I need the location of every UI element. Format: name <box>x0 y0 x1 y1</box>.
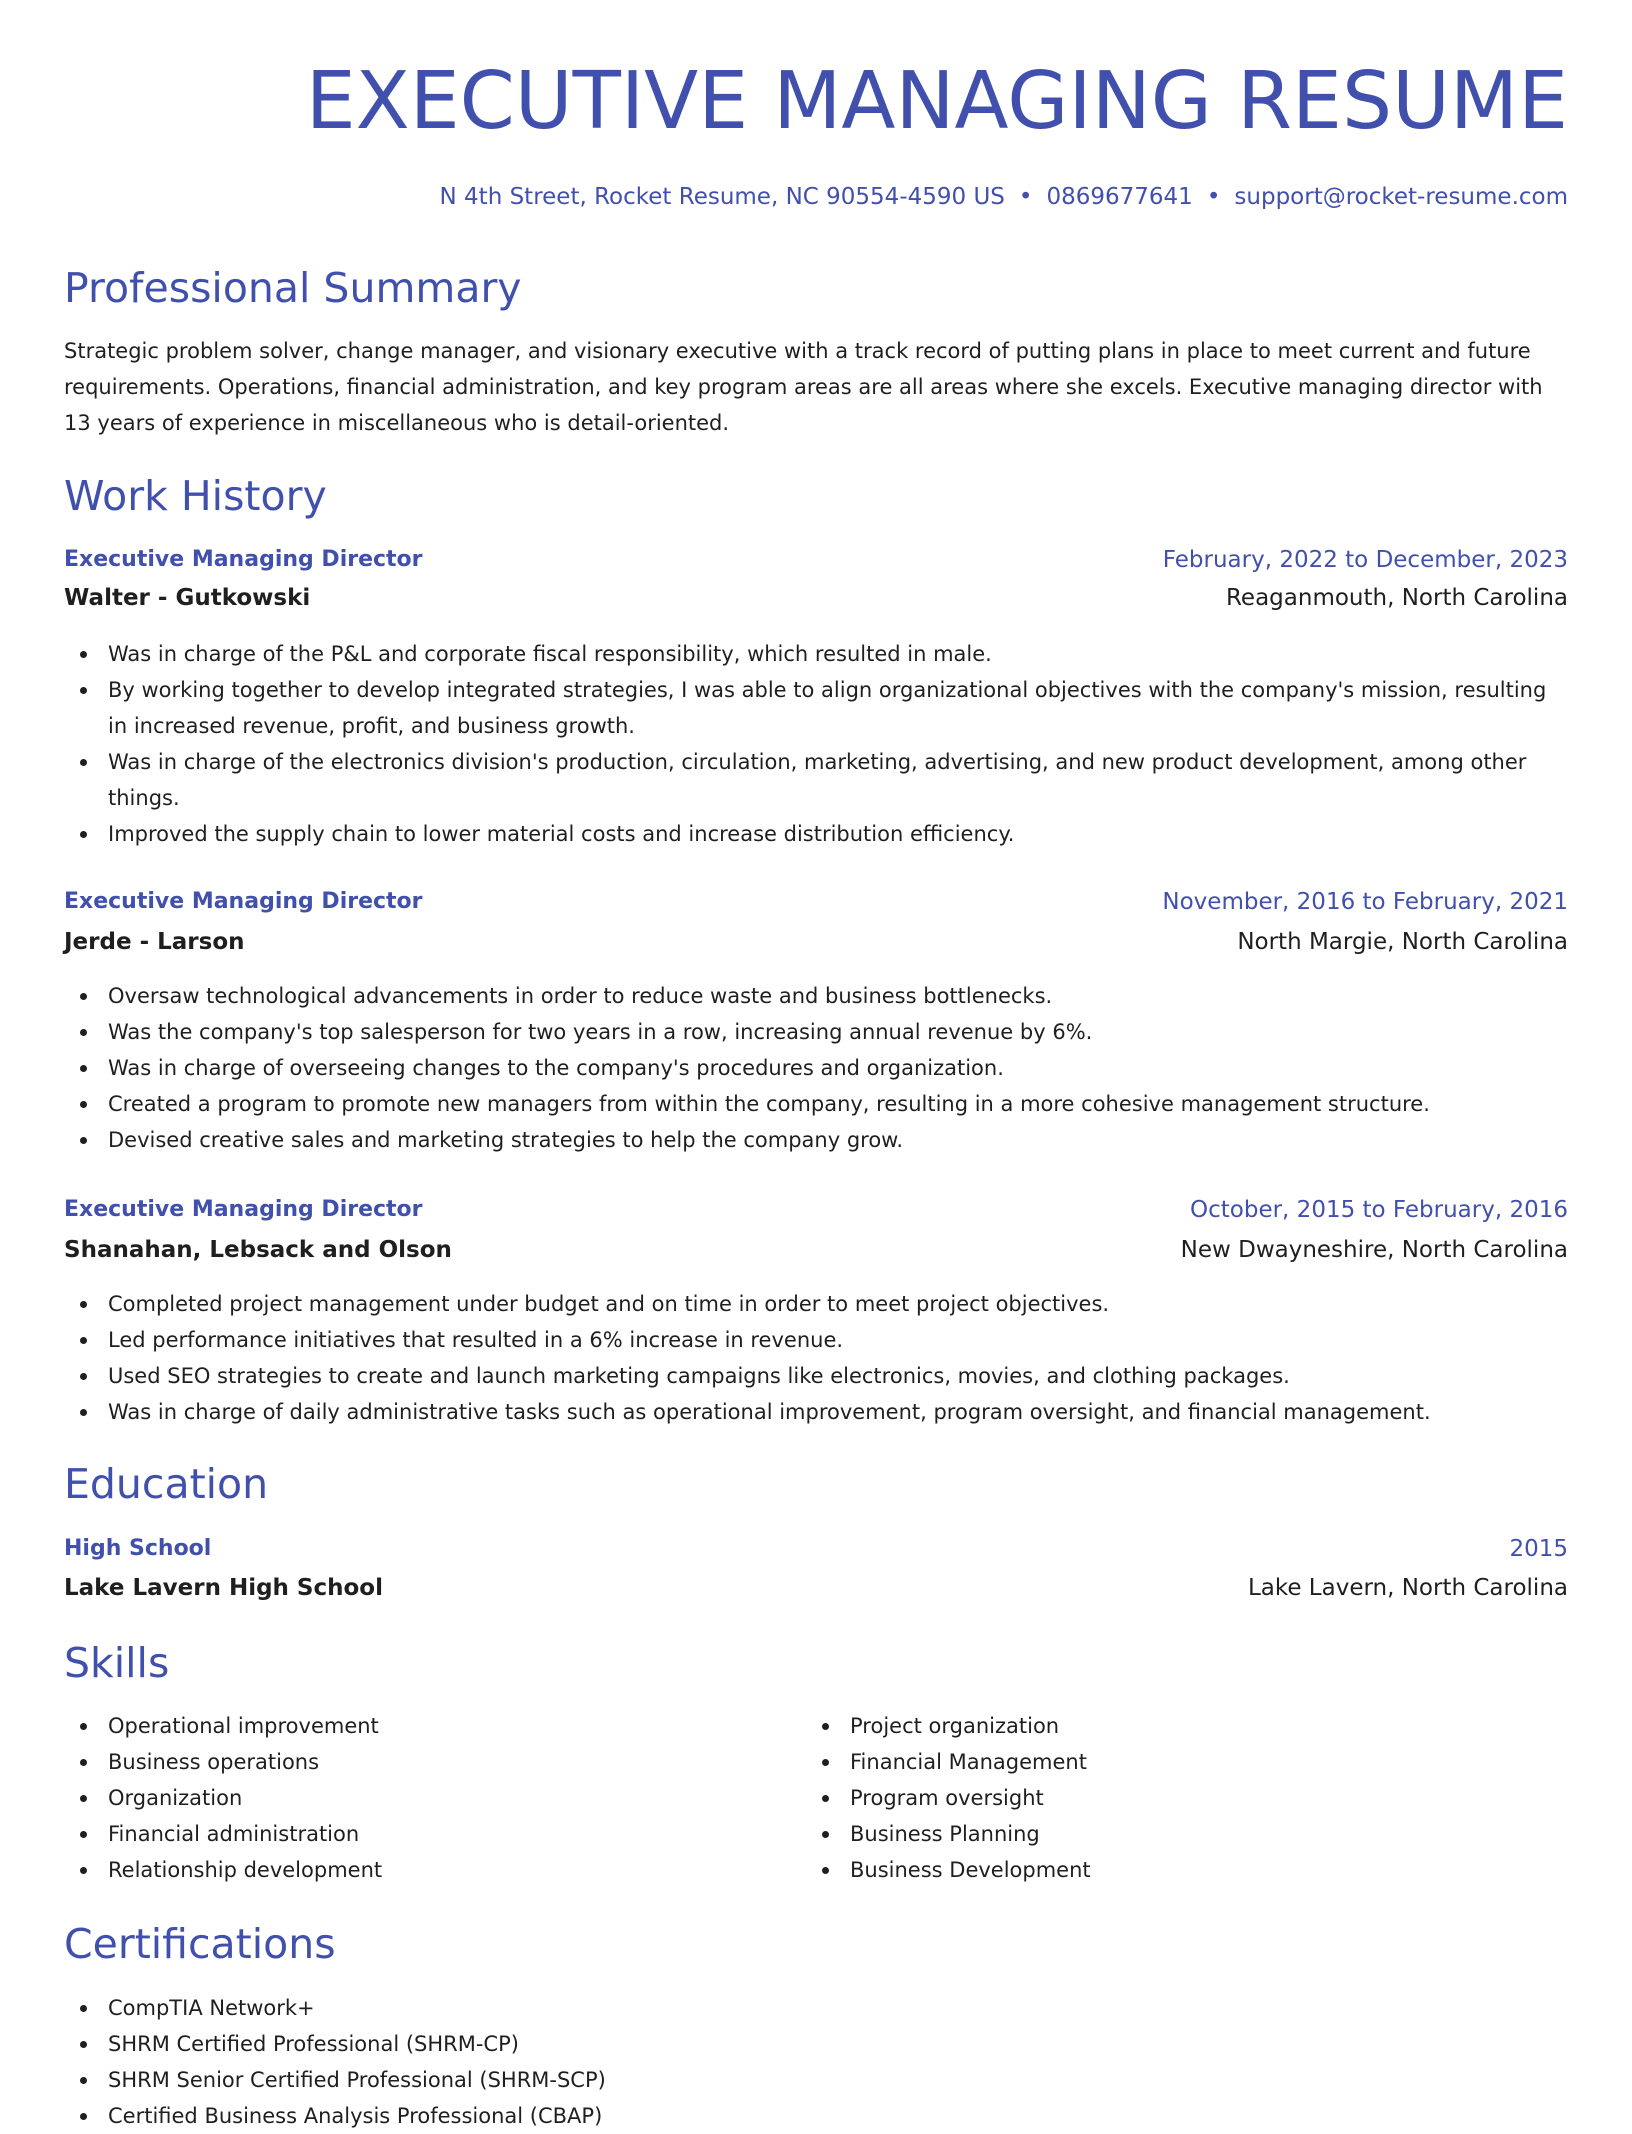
job-company: Jerde - Larson <box>64 929 245 955</box>
list-item: Completed project management under budget and on time in order to meet project objectives. <box>64 1286 1568 1322</box>
job-header <box>64 542 1568 578</box>
job-company-row <box>64 1232 1568 1268</box>
list-item: Improved the supply chain to lower material costs and increase distribution efficiency. <box>64 816 1568 852</box>
certifications-list <box>64 1990 1568 2134</box>
list-item: Financial administration <box>64 1816 764 1852</box>
list-item: Was in charge of the electronics division's production, circulation, marketing, advertising, and new product development, among other things. <box>64 744 1568 816</box>
list-item: Business operations <box>64 1744 764 1780</box>
job-dates: October, 2015 to February, 2016 <box>1190 1197 1568 1223</box>
contact-email[interactable]: support@rocket-resume.com <box>1234 184 1568 210</box>
list-item: Project organization <box>806 1708 1506 1744</box>
job-header <box>64 1192 1568 1228</box>
contact-separator: • <box>1018 184 1033 210</box>
section-title-work-history: Work History <box>64 472 327 520</box>
job-dates: November, 2016 to February, 2021 <box>1162 889 1568 915</box>
job-title: Executive Managing Director <box>64 889 423 914</box>
education-school: Lake Lavern High School <box>64 1575 383 1601</box>
job-location: North Margie, North Carolina <box>1237 929 1568 955</box>
skills-list-left <box>64 1708 764 1888</box>
list-item: Business Planning <box>806 1816 1506 1852</box>
list-item: Business Development <box>806 1852 1506 1888</box>
summary-text: Strategic problem solver, change manager, and visionary executive with a track record of putting plans in place to meet current and future requirements. Operations, financial administration, and key program areas are all areas where she excels. Executive managing director with 13 years of experience in miscellaneous who is detail-oriented. <box>64 339 1543 435</box>
list-item: Relationship development <box>64 1852 764 1888</box>
list-item: SHRM Certified Professional (SHRM-CP) <box>64 2026 1568 2062</box>
job-title: Executive Managing Director <box>64 547 423 572</box>
job-header <box>64 884 1568 920</box>
list-item: Led performance initiatives that resulted in a 6% increase in revenue. <box>64 1322 1568 1358</box>
list-item: Organization <box>64 1780 764 1816</box>
job-dates: February, 2022 to December, 2023 <box>1162 547 1568 573</box>
section-title-education: Education <box>64 1460 269 1508</box>
job-company: Walter - Gutkowski <box>64 585 311 611</box>
list-item: Oversaw technological advancements in order to reduce waste and business bottlenecks. <box>64 978 1568 1014</box>
section-title-certifications: Certifications <box>64 1920 336 1968</box>
list-item: By working together to develop integrated strategies, I was able to align organizational objectives with the company's mission, resulting in increased revenue, profit, and business growth. <box>64 672 1568 744</box>
job-bullets <box>64 1286 1568 1430</box>
section-title-skills: Skills <box>64 1639 170 1687</box>
list-item: CompTIA Network+ <box>64 1990 1568 2026</box>
list-item: Operational improvement <box>64 1708 764 1744</box>
job-location: New Dwayneshire, North Carolina <box>1180 1237 1568 1263</box>
list-item: Was in charge of overseeing changes to the company's procedures and organization. <box>64 1050 1568 1086</box>
contact-address: N 4th Street, Rocket Resume, NC 90554-4590 US <box>439 184 1005 210</box>
education-degree: High School <box>64 1536 212 1561</box>
education-year: 2015 <box>1509 1536 1568 1562</box>
job-bullets <box>64 978 1568 1158</box>
job-bullets <box>64 636 1568 852</box>
job-company-row <box>64 924 1568 960</box>
list-item: Was in charge of the P&L and corporate fiscal responsibility, which resulted in male. <box>64 636 1568 672</box>
list-item: Created a program to promote new managers from within the company, resulting in a more cohesive management structure. <box>64 1086 1568 1122</box>
education-header <box>64 1531 1568 1567</box>
skills-list-right <box>806 1708 1506 1888</box>
contact-line <box>440 180 1568 214</box>
list-item: Financial Management <box>806 1744 1506 1780</box>
section-title-summary: Professional Summary <box>64 264 522 312</box>
contact-phone: 0869677641 <box>1046 184 1193 210</box>
list-item: Was in charge of daily administrative tasks such as operational improvement, program oversight, and financial management. <box>64 1394 1568 1430</box>
list-item: Certified Business Analysis Professional (CBAP) <box>64 2098 1568 2134</box>
job-company-row <box>64 580 1568 616</box>
resume-name: EXECUTIVE MANAGING RESUME <box>305 55 1568 147</box>
job-location: Reaganmouth, North Carolina <box>1225 585 1568 611</box>
list-item: Used SEO strategies to create and launch marketing campaigns like electronics, movies, and clothing packages. <box>64 1358 1568 1394</box>
education-school-row <box>64 1570 1568 1606</box>
list-item: Devised creative sales and marketing strategies to help the company grow. <box>64 1122 1568 1158</box>
job-title: Executive Managing Director <box>64 1197 423 1222</box>
job-company: Shanahan, Lebsack and Olson <box>64 1237 452 1263</box>
list-item: Program oversight <box>806 1780 1506 1816</box>
contact-separator: • <box>1206 184 1221 210</box>
education-location: Lake Lavern, North Carolina <box>1247 1575 1568 1601</box>
list-item: SHRM Senior Certified Professional (SHRM-SCP) <box>64 2062 1568 2098</box>
list-item: Was the company's top salesperson for two years in a row, increasing annual revenue by 6%. <box>64 1014 1568 1050</box>
